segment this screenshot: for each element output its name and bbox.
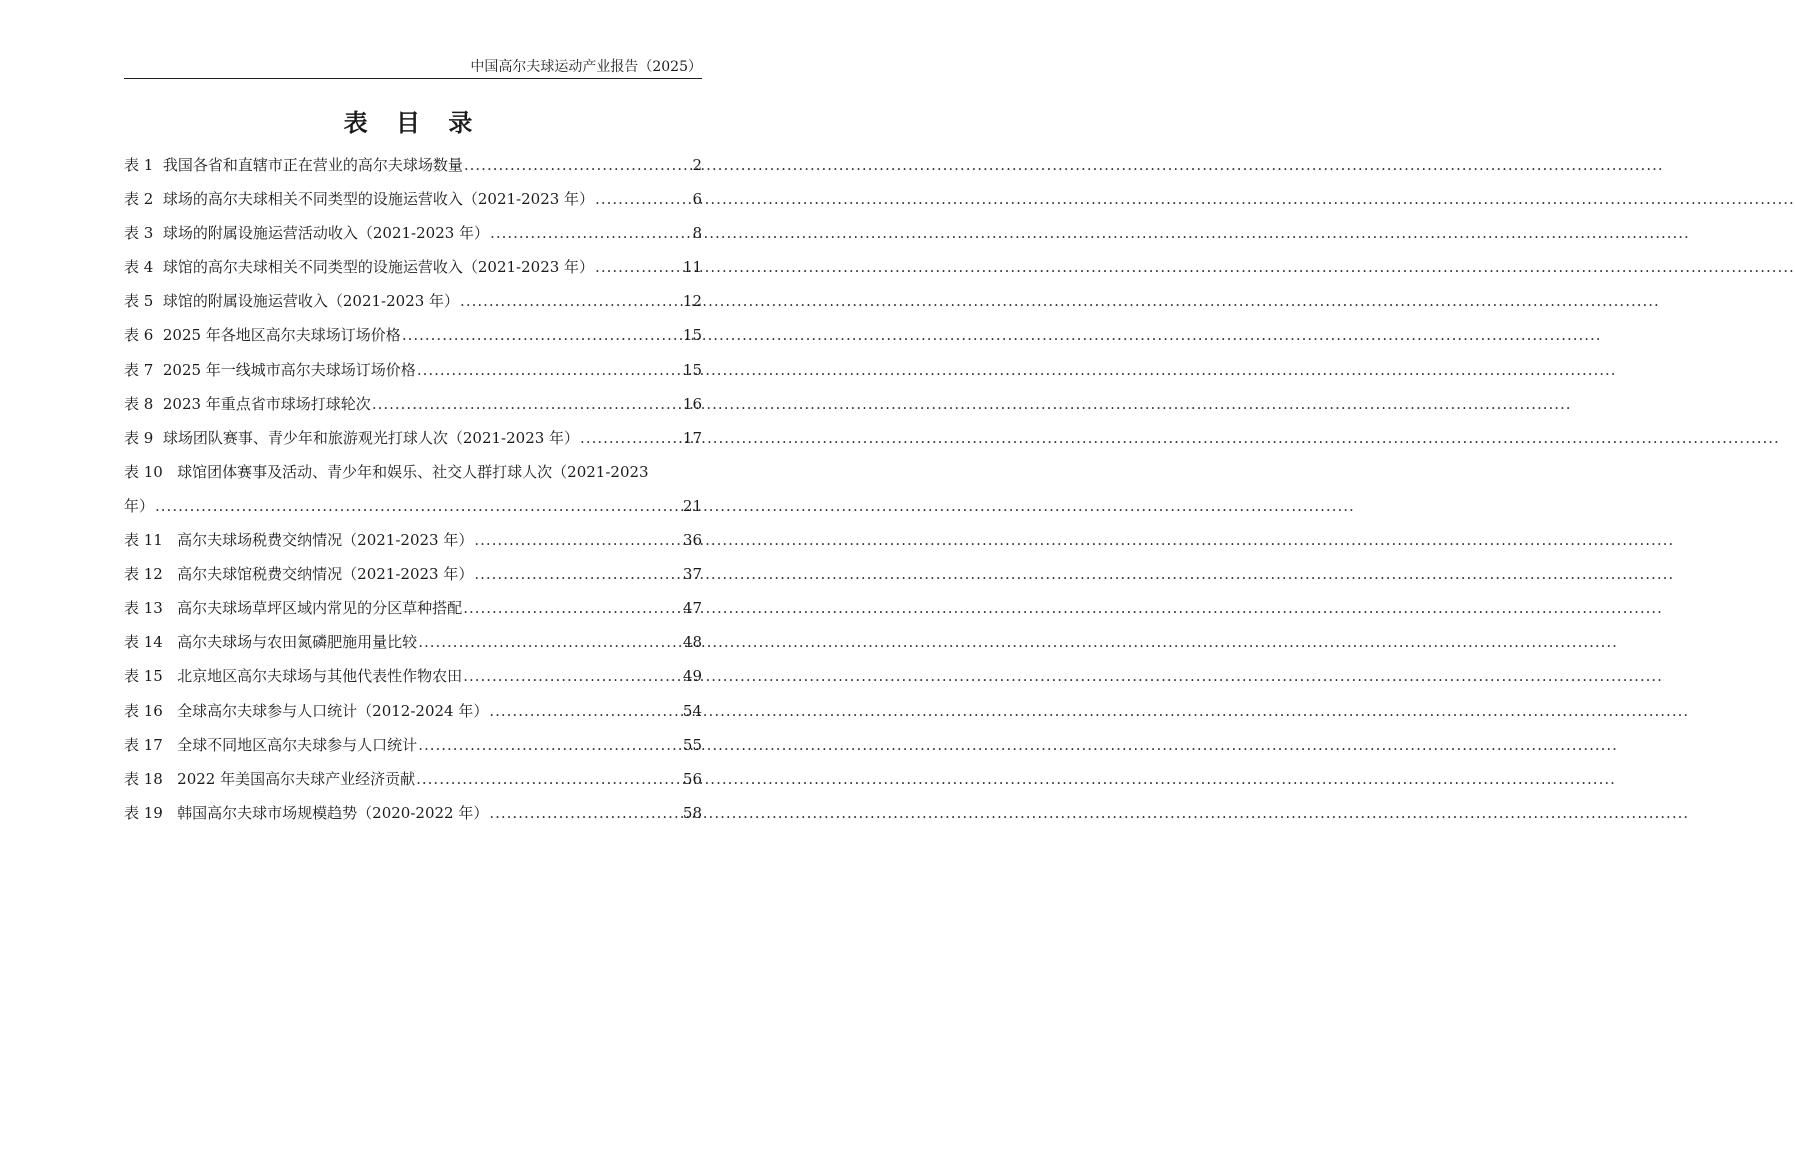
toc-entry-page: 8 xyxy=(692,224,702,243)
dot-leader xyxy=(372,387,682,421)
toc-entry-4[interactable] xyxy=(124,250,702,284)
toc-entry-page: 37 xyxy=(682,565,702,584)
dot-leader xyxy=(418,728,682,762)
toc-entry-8[interactable] xyxy=(124,387,702,421)
dot-leader xyxy=(402,318,682,352)
toc-entry-15[interactable] xyxy=(124,659,702,693)
toc-entry-label: 表 18 xyxy=(124,769,163,788)
toc-entry-label: 表 10 xyxy=(124,462,163,481)
dot-leader xyxy=(489,694,682,728)
table-of-tables xyxy=(124,148,702,830)
toc-entry-title: 高尔夫球场草坪区域内常见的分区草种搭配 xyxy=(177,599,463,618)
toc-entry-label: 表 9 xyxy=(124,428,154,447)
toc-entry-3[interactable] xyxy=(124,216,702,250)
toc-entry-label: 表 14 xyxy=(124,633,163,652)
toc-entry-page: 56 xyxy=(682,769,702,788)
toc-entry-page: 12 xyxy=(682,292,702,311)
toc-entry-title: 2023 年重点省市球场打球轮次 xyxy=(162,394,371,413)
toc-entry-title: 2025 年各地区高尔夫球场订场价格 xyxy=(162,326,401,345)
dot-leader xyxy=(418,625,682,659)
dot-leader xyxy=(417,353,682,387)
toc-entry-label: 表 5 xyxy=(124,292,154,311)
toc-entry-11[interactable] xyxy=(124,523,702,557)
running-header: 中国高尔夫球运动产业报告（2025） xyxy=(470,59,702,75)
dot-leader xyxy=(580,421,682,455)
toc-entry-page: 58 xyxy=(682,803,702,822)
toc-entry-title: 全球不同地区高尔夫球参与人口统计 xyxy=(177,735,418,754)
toc-entry-page: 15 xyxy=(682,326,702,345)
toc-entry-page: 54 xyxy=(682,701,702,720)
dot-leader xyxy=(463,659,682,693)
toc-title: 表 目 录 xyxy=(343,108,483,137)
toc-entry-title: 球场的高尔夫球相关不同类型的设施运营收入（2021-2023 年） xyxy=(162,190,595,209)
dot-leader xyxy=(595,182,691,216)
toc-entry-9[interactable] xyxy=(124,421,702,455)
toc-entry-6[interactable] xyxy=(124,318,702,352)
toc-entry-label: 表 4 xyxy=(124,258,154,277)
dot-leader xyxy=(490,216,691,250)
toc-entry-page: 21 xyxy=(682,496,702,515)
toc-entry-title: 2022 年美国高尔夫球产业经济贡献 xyxy=(177,769,416,788)
toc-entry-label: 表 17 xyxy=(124,735,163,754)
toc-entry-title: 北京地区高尔夫球场与其他代表性作物农田 xyxy=(177,667,463,686)
dot-leader xyxy=(155,489,682,523)
toc-entry-title: 球馆的附属设施运营收入（2021-2023 年） xyxy=(162,292,460,311)
toc-entry-page: 55 xyxy=(682,735,702,754)
toc-entry-page: 48 xyxy=(682,633,702,652)
toc-entry-10-line2[interactable] xyxy=(124,489,702,523)
dot-leader xyxy=(595,250,682,284)
toc-entry-title-continued: 年） xyxy=(124,496,155,515)
toc-entry-page: 16 xyxy=(682,394,702,413)
toc-entry-title: 球馆的高尔夫球相关不同类型的设施运营收入（2021-2023 年） xyxy=(162,258,595,277)
dot-leader xyxy=(464,148,692,182)
toc-entry-title: 高尔夫球场与农田氮磷肥施用量比较 xyxy=(177,633,418,652)
dot-leader xyxy=(416,762,682,796)
toc-entry-title: 高尔夫球场税费交纳情况（2021-2023 年） xyxy=(177,531,474,550)
toc-entry-page: 11 xyxy=(682,258,702,277)
toc-entry-title: 我国各省和直辖市正在营业的高尔夫球场数量 xyxy=(162,156,463,174)
toc-entry-title: 球馆团体赛事及活动、青少年和娱乐、社交人群打球人次（2021-2023 xyxy=(177,462,649,481)
dot-leader xyxy=(474,557,682,591)
dot-leader xyxy=(474,523,682,557)
toc-entry-2[interactable] xyxy=(124,182,702,216)
toc-entry-page: 6 xyxy=(692,190,702,209)
toc-entry-page: 47 xyxy=(682,599,702,618)
toc-entry-label: 表 1 xyxy=(124,156,154,174)
toc-entry-label: 表 16 xyxy=(124,701,163,720)
toc-entry-page: 15 xyxy=(682,360,702,379)
toc-entry-label: 表 19 xyxy=(124,803,163,822)
toc-entry-16[interactable] xyxy=(124,694,702,728)
toc-entry-title: 全球高尔夫球参与人口统计（2012-2024 年） xyxy=(177,701,489,720)
toc-entry-12[interactable] xyxy=(124,557,702,591)
toc-entry-label: 表 7 xyxy=(124,360,154,379)
toc-entry-label: 表 3 xyxy=(124,224,154,243)
dot-leader xyxy=(460,284,682,318)
toc-entry-page: 17 xyxy=(682,428,702,447)
toc-entry-title: 高尔夫球馆税费交纳情况（2021-2023 年） xyxy=(177,565,474,584)
toc-entry-18[interactable] xyxy=(124,762,702,796)
dot-leader xyxy=(489,796,682,830)
toc-entry-label: 表 15 xyxy=(124,667,163,686)
toc-entry-title: 2025 年一线城市高尔夫球场订场价格 xyxy=(162,360,416,379)
toc-entry-label: 表 8 xyxy=(124,394,154,413)
toc-entry-page: 36 xyxy=(682,531,702,550)
header-rule xyxy=(124,78,702,79)
toc-entry-title: 韩国高尔夫球市场规模趋势（2020-2022 年） xyxy=(177,803,489,822)
toc-entry-17[interactable] xyxy=(124,728,702,762)
toc-entry-label: 表 11 xyxy=(124,531,163,550)
toc-entry-label: 表 12 xyxy=(124,565,163,584)
toc-entry-1[interactable] xyxy=(124,148,702,182)
toc-entry-19[interactable] xyxy=(124,796,702,830)
toc-entry-10-line1[interactable] xyxy=(124,455,702,489)
toc-entry-label: 表 6 xyxy=(124,326,154,345)
toc-entry-page: 49 xyxy=(682,667,702,686)
toc-entry-page: 2 xyxy=(692,156,702,174)
toc-entry-7[interactable] xyxy=(124,353,702,387)
toc-entry-13[interactable] xyxy=(124,591,702,625)
toc-entry-title: 球场团队赛事、青少年和旅游观光打球人次（2021-2023 年） xyxy=(162,428,580,447)
toc-entry-14[interactable] xyxy=(124,625,702,659)
toc-entry-label: 表 13 xyxy=(124,599,163,618)
toc-entry-title: 球场的附属设施运营活动收入（2021-2023 年） xyxy=(162,224,490,243)
toc-entry-5[interactable] xyxy=(124,284,702,318)
dot-leader xyxy=(463,591,682,625)
toc-entry-label: 表 2 xyxy=(124,190,154,209)
